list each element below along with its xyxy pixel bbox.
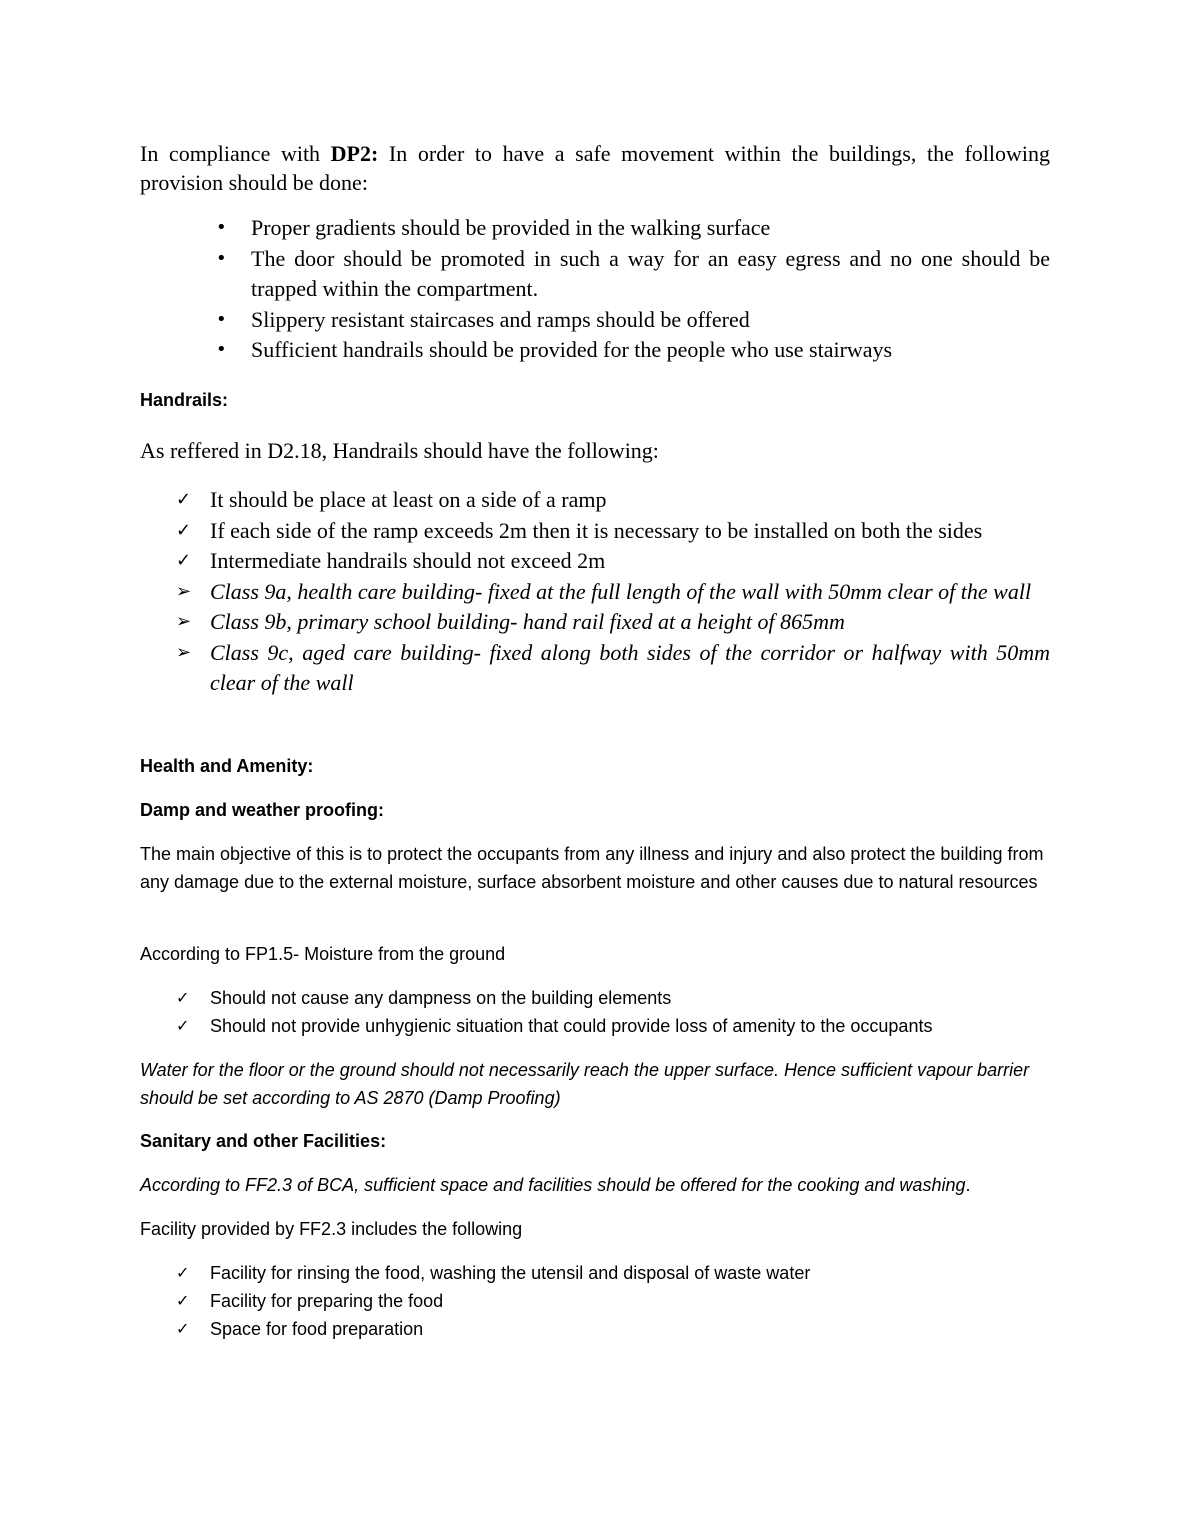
dp2-label: DP2: <box>330 141 379 166</box>
handrails-list <box>140 485 1050 699</box>
list-item: ✓ Intermediate handrails should not exceed 2m <box>140 546 1050 577</box>
bullet-icon: • <box>216 308 227 330</box>
fp-intro: According to FP1.5- Moisture from the ground <box>140 944 506 964</box>
bullet-icon: • <box>216 217 227 238</box>
checkmark-icon: ✓ <box>176 1291 190 1310</box>
checkmark-icon: ✓ <box>176 988 190 1007</box>
damp-heading: Damp and weather proofing: <box>140 800 385 820</box>
list-item: ✓ Facility for preparing the food <box>140 1287 1050 1315</box>
checkmark-icon: ✓ <box>176 1319 190 1338</box>
list-item: ✓ Facility for rinsing the food, washing the utensil and disposal of waste water <box>140 1259 1050 1287</box>
health-heading: Health and Amenity: <box>140 756 314 776</box>
checkmark-icon: ✓ <box>176 1016 190 1035</box>
handrails-intro: As reffered in D2.18, Handrails should have the following: <box>140 438 659 463</box>
list-item: ➢ Class 9b, primary school building- hand rail fixed at a height of 865mm <box>140 607 1050 638</box>
bullet-icon: • <box>216 247 227 269</box>
list-item: ✓ Should not cause any dampness on the building elements <box>140 984 1050 1012</box>
list-item: ✓ If each side of the ramp exceeds 2m then it is necessary to be installed on both the sides <box>140 516 1050 547</box>
list-item: ✓ Space for food preparation <box>140 1315 1050 1343</box>
list-item: • Proper gradients should be provided in the walking surface <box>140 213 1050 244</box>
arrow-icon: ➢ <box>176 641 192 663</box>
sanitary-heading: Sanitary and other Facilities: <box>140 1131 387 1151</box>
objective-paragraph: The main objective of this is to protect the occupants from any illness and injury and also protect the building from any damage due to the external moisture, surface absorbent moisture and other causes due to natural resources <box>140 844 1044 892</box>
ff-note: According to FF2.3 of BCA, sufficient space and facilities should be offered for the cooking and washing. <box>140 1175 971 1195</box>
checkmark-icon: ✓ <box>176 489 192 510</box>
list-item: ➢ Class 9c, aged care building- fixed along both sides of the corridor or halfway with 50mm clear of the wall <box>176 639 1050 695</box>
bullet-icon: • <box>216 339 227 360</box>
dp2-intro-paragraph: In compliance with DP2: In order to have a safe movement within the buildings, the following provision should be done: <box>140 141 1050 195</box>
checkmark-icon: ✓ <box>176 1263 190 1282</box>
list-item: ➢ Class 9a, health care building- fixed at the full length of the wall with 50mm clear of the wall <box>140 577 1050 608</box>
facility-check-list <box>140 1259 1050 1343</box>
list-item: ✓ Should not provide unhygienic situation that could provide loss of amenity to the occupants <box>140 1012 1050 1040</box>
list-item: • Sufficient handrails should be provided for the people who use stairways <box>140 335 1050 366</box>
dp2-bullet-list <box>140 213 1050 366</box>
arrow-icon: ➢ <box>176 580 192 602</box>
facility-intro: Facility provided by FF2.3 includes the following <box>140 1219 523 1239</box>
fp-check-list <box>140 984 1050 1040</box>
arrow-icon: ➢ <box>176 611 192 632</box>
checkmark-icon: ✓ <box>176 550 192 571</box>
checkmark-icon: ✓ <box>176 519 192 541</box>
list-item: • Slippery resistant staircases and ramps should be offered <box>140 305 1050 336</box>
water-note: Water for the floor or the ground should not necessarily reach the upper surface. Hence sufficient vapour barrier should be set according to AS 2870 (Damp Proofing) <box>140 1060 1030 1108</box>
list-item: • The door should be promoted in such a way for an easy egress and no one should be trapped within the compartment. <box>216 245 1050 301</box>
handrails-heading: Handrails: <box>140 390 229 410</box>
list-item: ✓ It should be place at least on a side of a ramp <box>140 485 1050 516</box>
